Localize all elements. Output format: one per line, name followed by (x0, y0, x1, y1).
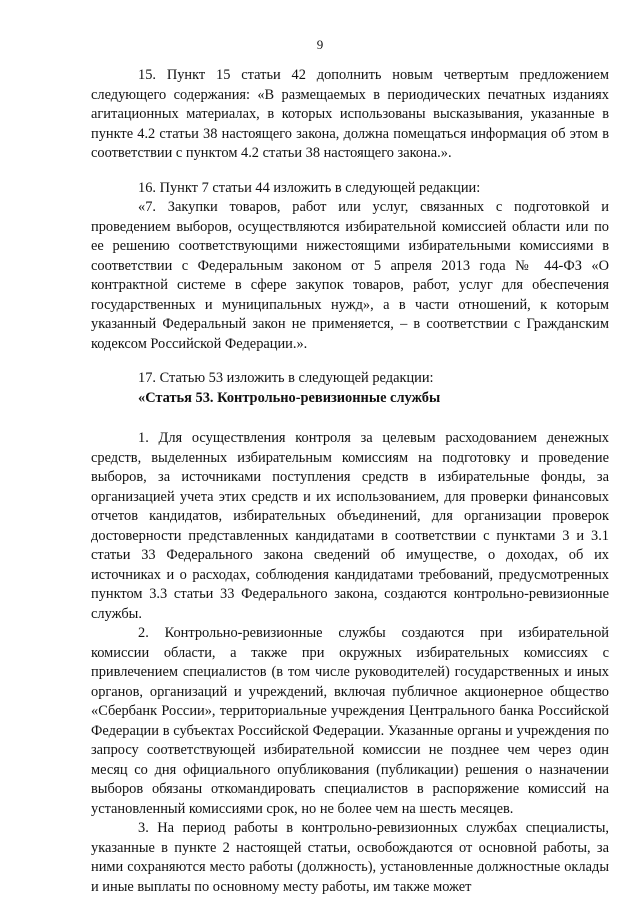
article-item-1: 1. Для осуществления контроля за целевым расходованием денежных средств, выделенных избирательным комиссиям на подготовку и проведение выборов, за источниками поступления средств в избирательные фонды, за организацией учета этих средств и их использованием, для проверки финансовых отчетов кандидатов, избирательных объединений, для организации проверок достоверности представленных кандидатами в соответствии с пунктами 3 и 3.1 статьи 33 Федерального закона сведений об имуществе, о доходах, об их источниках и о расходах, соблюдения кандидатами требований, предусмотренных пунктом 3.3 статьи 33 Федерального закона, создаются контрольно-ревизионные службы. (91, 430, 609, 622)
paragraph-16-text: «7. Закупки товаров, работ или услуг, связанных с подготовкой и проведением выборов, осуществляются избирательной комиссией области или по ее решению соответствующими нижестоящими избирательными комиссиями в соответствии с Федеральным законом от 5 апреля 2013 года № 44-ФЗ «О контрактной системе в сфере закупок товаров, работ, услуг для обеспечения государственных и муниципальных нужд», а в части отношений, к которым указанный Федеральный закон не применяется, – в соответствии с Гражданским кодексом Российской Федерации.». (91, 199, 609, 352)
paragraph-15: 15. Пункт 15 статьи 42 дополнить новым четвертым предложением следующего содержания: «В размещаемых в периодических печатных изданиях агитационных материалах, в которых использованы высказывания, указанные в пункте 4.2 статьи 38 настоящего закона, должна помещаться информация об этом в соответствии с пунктом 4.2 статьи 38 настоящего закона.». (91, 67, 609, 161)
paragraph-16: 16. Пункт 7 статьи 44 изложить в следующей редакции: (138, 179, 481, 196)
article-item-2: 2. Контрольно-ревизионные службы создаются при избирательной комиссии области, а также при окружных избирательных комиссиях с привлечением специалистов (в том числе руководителей) государственных и иных органов, организаций и учреждений, включая публичное акционерное общество «Сбербанк России», территориальные учреждения Центрального банка Российской Федерации в субъектах Российской Федерации. Указанные органы и учреждения по запросу соответствующей избирательной комиссии не позднее чем через один месяц со дня официального опубликования (публикации) решения о назначении выборов обязаны откомандировать специалистов в распоряжение комиссий на установленный комиссиями срок, но не более чем на шесть месяцев. (91, 625, 609, 817)
page-number: 9 (316, 37, 324, 52)
document-body (91, 66, 609, 897)
article-heading: «Статья 53. Контрольно-ревизионные службы (138, 389, 441, 406)
paragraph-gap (91, 408, 609, 429)
article-item-3: 3. На период работы в контрольно-ревизионных службах специалисты, указанные в пункте 2 настоящей статьи, освобождаются от основной работы, за ними сохраняются место работы (должность), установленные должностные оклады и иные выплаты по основному месту работы, им также может (91, 820, 609, 895)
paragraph-gap (91, 354, 609, 369)
paragraph-gap (91, 164, 609, 179)
paragraph-17: 17. Статью 53 изложить в следующей редакции: (138, 370, 434, 386)
